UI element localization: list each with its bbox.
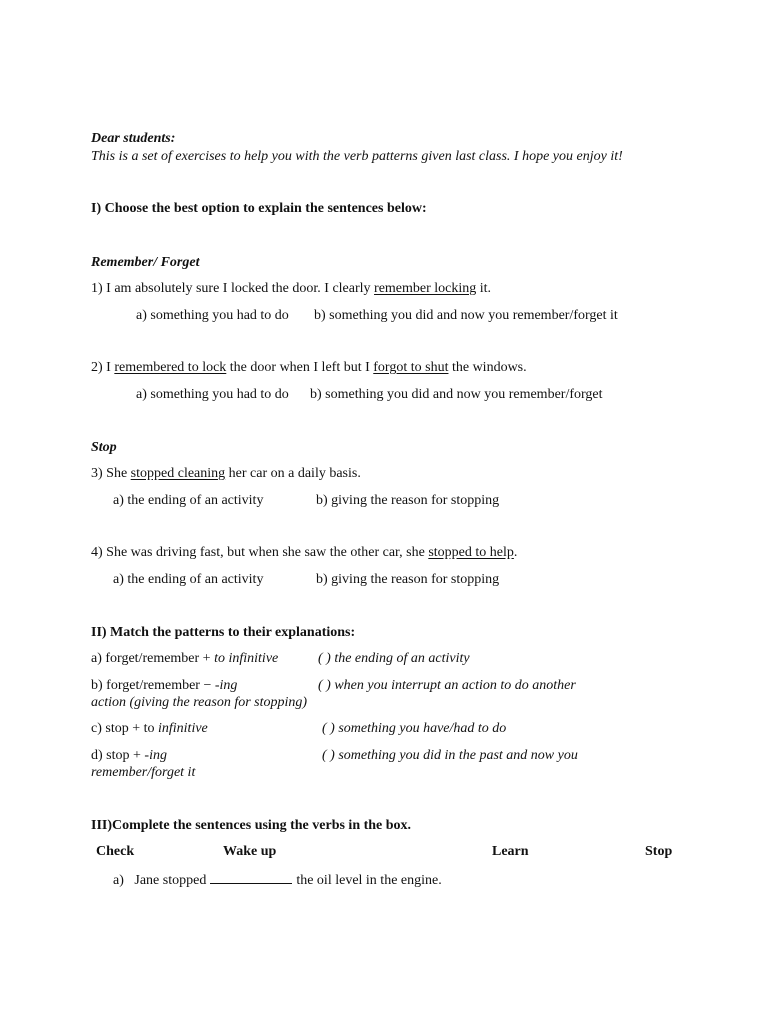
match-right-3: ( ) something you have/had to do [322, 721, 507, 736]
underlined-verb: stopped to help [428, 545, 514, 560]
q1-option-b: b) something you did and now you remember/forget it [314, 308, 618, 323]
q4-option-b: b) giving the reason for stopping [316, 572, 500, 587]
section-1-title: I) Choose the best option to explain the sentences below: [91, 201, 427, 216]
word-box-wake-up: Wake up [223, 844, 277, 859]
pattern-text: d) stop + [91, 748, 141, 763]
word-box-stop: Stop [645, 844, 673, 859]
word-box-learn: Learn [492, 844, 529, 859]
item-text: Jane stopped [134, 873, 207, 888]
underlined-verb: stopped cleaning [130, 466, 226, 481]
match-left-b [91, 677, 237, 695]
question-number: 1) [91, 281, 103, 296]
item-label: a) [113, 873, 124, 888]
q2-option-a: a) something you had to do [136, 387, 289, 402]
question-number: 2) [91, 360, 103, 375]
question-text-middle: the door when I left but I [229, 360, 370, 375]
q2-option-b: b) something you did and now you remember/forget [310, 387, 603, 402]
question-4 [91, 544, 517, 562]
group-heading-stop: Stop [91, 440, 117, 455]
match-right-4-continued: remember/forget it [91, 765, 196, 780]
question-text: I am absolutely sure I locked the door. I clearly [106, 281, 371, 296]
question-text-end: it. [479, 281, 492, 296]
answer-blank[interactable] [210, 871, 292, 884]
pattern-italic: infinitive [158, 721, 208, 736]
q1-option-a: a) something you had to do [136, 308, 289, 323]
question-text: She [106, 466, 128, 481]
pattern-italic: -ing [144, 748, 167, 763]
pattern-text: b) forget/remember − [91, 678, 212, 693]
match-right-4: ( ) something you did in the past and now you [322, 748, 578, 763]
item-text-end: the oil level in the engine. [296, 873, 442, 888]
question-text: She was driving fast, but when she saw the other car, she [106, 545, 425, 560]
pattern-text: a) forget/remember + [91, 651, 211, 666]
question-text-end: her car on a daily basis. [228, 466, 361, 481]
intro-text: This is a set of exercises to help you with the verb patterns given last class. I hope you enjoy it! [91, 149, 623, 164]
match-left-a [91, 650, 278, 668]
section-3-title: III)Complete the sentences using the verbs in the box. [91, 818, 412, 833]
word-box-check: Check [96, 844, 135, 859]
match-left-d [91, 747, 167, 765]
match-right-1: ( ) the ending of an activity [318, 651, 470, 666]
underlined-verb: remember locking [374, 281, 477, 296]
underlined-verb-2: forgot to shut [373, 360, 449, 375]
complete-item-a [113, 871, 442, 890]
match-right-2-continued: action (giving the reason for stopping) [91, 695, 308, 710]
question-number: 3) [91, 466, 103, 481]
q3-option-a: a) the ending of an activity [113, 493, 264, 508]
greeting: Dear students: [91, 131, 176, 146]
q3-option-b: b) giving the reason for stopping [316, 493, 500, 508]
pattern-italic: -ing [214, 678, 238, 693]
question-1 [91, 280, 491, 298]
question-number: 4) [91, 545, 103, 560]
match-left-c [91, 720, 208, 738]
pattern-text: c) stop + to [91, 721, 155, 736]
question-text-end: . [513, 545, 518, 560]
question-2 [91, 359, 527, 377]
pattern-italic: to infinitive [214, 651, 279, 666]
section-2-title: II) Match the patterns to their explanations: [91, 625, 356, 640]
question-text-end: the windows. [451, 360, 527, 375]
match-right-2: ( ) when you interrupt an action to do another [318, 678, 576, 693]
underlined-verb: remembered to lock [114, 360, 227, 375]
q4-option-a: a) the ending of an activity [113, 572, 264, 587]
question-text: I [106, 360, 111, 375]
question-3 [91, 465, 361, 483]
group-heading-remember-forget: Remember/ Forget [91, 255, 200, 270]
